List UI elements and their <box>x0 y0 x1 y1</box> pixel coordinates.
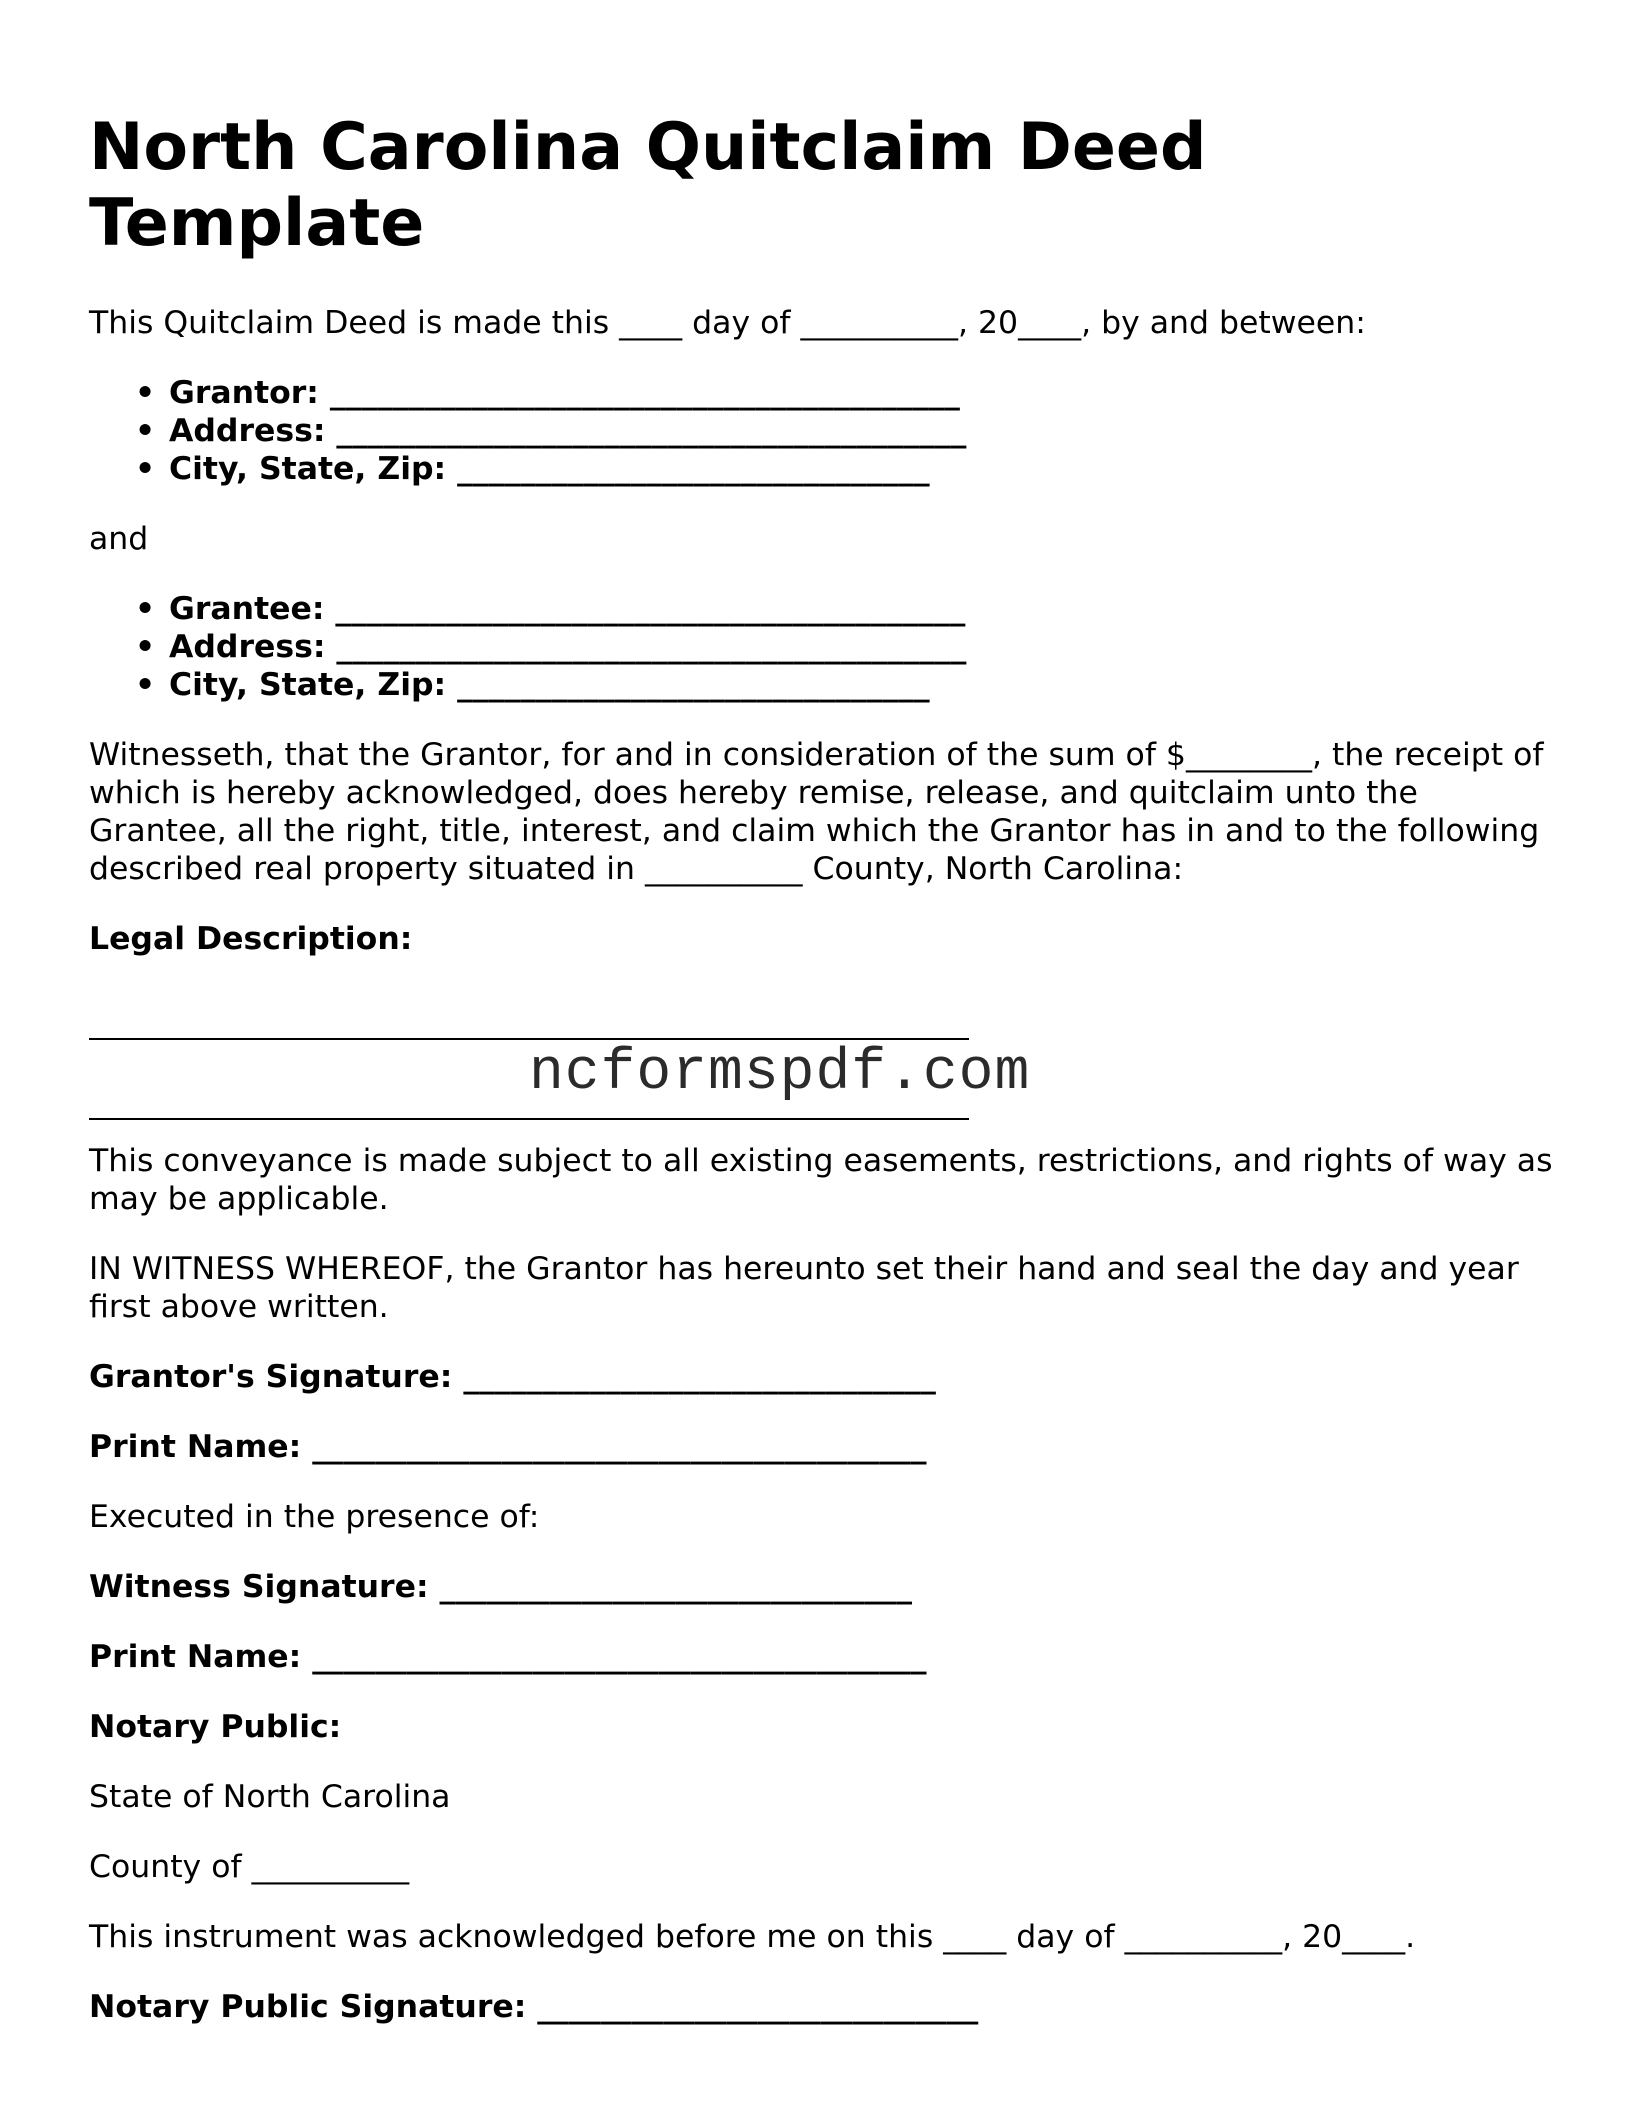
state-text: State of North Carolina <box>89 1779 451 1815</box>
grantee-address-field: Address: ________________________________________ <box>169 629 967 665</box>
in-witness-paragraph: IN WITNESS WHEREOF, the Grantor has hereunto set their hand and seal the day and year first above written. <box>89 1251 1519 1325</box>
witness-signature-line: Witness Signature: ______________________________ <box>89 1569 913 1605</box>
grantee-city-field: City, State, Zip: ______________________________ <box>169 667 930 703</box>
page-title: North Carolina Quitclaim Deed Template <box>89 110 1207 261</box>
intro-text: This Quitclaim Deed is made this ____ day of __________, 20____, by and between: <box>89 305 1366 341</box>
grantor-list <box>89 374 1559 488</box>
acknowledgment-text: This instrument was acknowledged before me on this ____ day of __________, 20____. <box>89 1919 1416 1955</box>
list-item <box>135 590 1559 628</box>
list-item <box>135 374 1559 412</box>
and-text: and <box>89 521 149 557</box>
legal-description-label: Legal Description: <box>89 921 413 957</box>
grantor-print-name-line: Print Name: _______________________________________ <box>89 1429 927 1465</box>
bullet-icon: • <box>135 451 156 487</box>
bullet-icon: • <box>135 413 156 449</box>
list-item <box>135 628 1559 666</box>
bullet-icon: • <box>135 629 156 665</box>
grantee-list <box>89 590 1559 704</box>
witnesseth-paragraph: Witnesseth, that the Grantor, for and in consideration of the sum of $________, the receipt of which is hereby acknowledged, does hereby remise, release, and quitclaim unto the Grantee, all the right, title, interest, and claim which the Grantor has in and to the following described real property situated in __________ County, North Carolina: <box>89 737 1544 887</box>
deed-document <box>89 110 1559 2058</box>
legal-description-line <box>89 1038 969 1040</box>
list-item <box>135 412 1559 450</box>
grantor-address-field: Address: ________________________________________ <box>169 413 967 449</box>
bullet-icon: • <box>135 591 156 627</box>
list-item <box>135 666 1559 704</box>
notary-public-label: Notary Public: <box>89 1709 342 1745</box>
legal-description-lines <box>89 980 1559 1122</box>
grantor-signature-line: Grantor's Signature: ______________________________ <box>89 1359 936 1395</box>
bullet-icon: • <box>135 667 156 703</box>
bullet-icon: • <box>135 375 156 411</box>
witness-print-name-line: Print Name: _______________________________________ <box>89 1639 927 1675</box>
county-text: County of __________ <box>89 1849 410 1885</box>
grantor-city-field: City, State, Zip: ______________________________ <box>169 451 930 487</box>
grantee-name-field: Grantee: ________________________________________ <box>169 591 966 627</box>
grantor-name-field: Grantor: ________________________________________ <box>169 375 960 411</box>
list-item <box>135 450 1559 488</box>
watermark: ncformspdf.com <box>529 1041 1031 1106</box>
conveyance-paragraph: This conveyance is made subject to all existing easements, restrictions, and rights of way as may be applicable. <box>89 1143 1553 1217</box>
executed-text: Executed in the presence of: <box>89 1499 540 1535</box>
legal-description-line <box>89 1118 969 1120</box>
notary-signature-line: Notary Public Signature: ____________________________ <box>89 1989 979 2025</box>
